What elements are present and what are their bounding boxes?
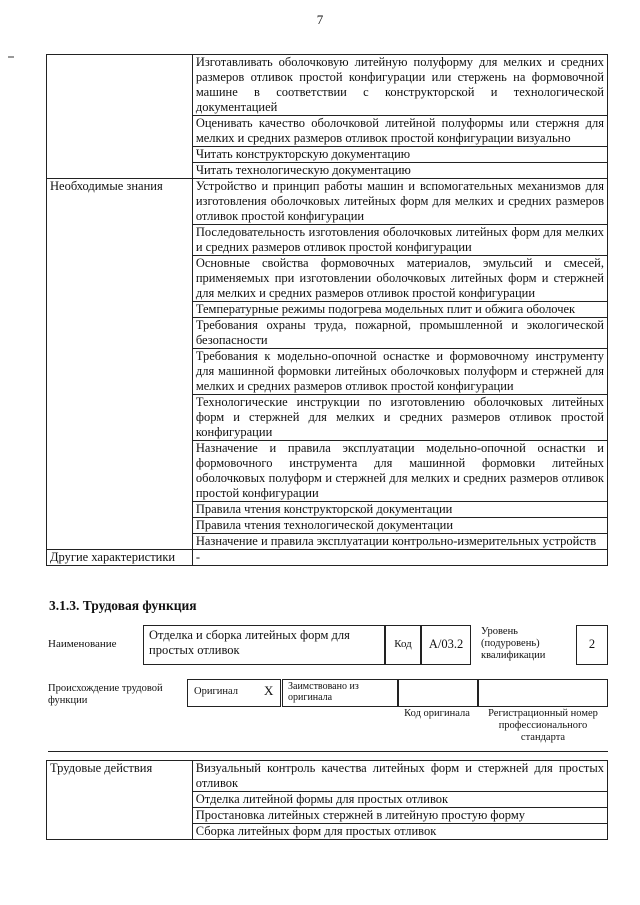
- row-category: Необходимые знания: [47, 179, 193, 225]
- table-row: [47, 441, 608, 502]
- row-text: Основные свойства формовочных материалов, эмульсий и смесей, применяемых при изготовлении оболочковых литейных форм и стержней для мелких и средних размеров отливок простой конфигурации: [192, 256, 607, 302]
- section-heading: 3.1.3. Трудовая функция: [49, 598, 197, 613]
- page-number: 7: [316, 12, 324, 27]
- table-row: [47, 550, 608, 566]
- row-category: [47, 225, 193, 256]
- table-row: [47, 116, 608, 147]
- row-text: Отделка литейной формы для простых отливок: [192, 792, 607, 808]
- row-text: Температурные режимы подогрева модельных плит и обжига оболочек: [192, 302, 607, 318]
- table-row: [47, 518, 608, 534]
- row-category: [47, 163, 193, 179]
- table-row: [47, 808, 608, 824]
- origin-label: Происхождение трудовой функции: [48, 683, 163, 706]
- row-category: [47, 116, 193, 147]
- labor-actions-table: [46, 760, 608, 840]
- table-row: [47, 225, 608, 256]
- level-value: 2: [588, 637, 596, 651]
- table-row: [47, 318, 608, 349]
- row-category: [47, 55, 193, 116]
- code-label: Код: [394, 638, 412, 650]
- row-text: Последовательность изготовления оболочковых литейных форм для мелких и средних размеров отливок простой конфигурации: [192, 225, 607, 256]
- row-category: [47, 349, 193, 395]
- row-category: [47, 502, 193, 518]
- table-row: [47, 163, 608, 179]
- row-text: Требования к модельно-опочной оснастке и формовочному инструменту для машинной формовки литейных оболочковых полуформ и стержней для мелких и средних размеров отливок простой конфигурации: [192, 349, 607, 395]
- level-label: Уровень (подуровень) квалификации: [481, 626, 546, 661]
- row-category: [47, 147, 193, 163]
- table-row: [47, 349, 608, 395]
- code-label-box: [385, 625, 421, 665]
- table-row: [47, 179, 608, 225]
- row-category: Трудовые действия: [47, 761, 193, 792]
- table-row: [47, 256, 608, 302]
- row-category: [47, 441, 193, 502]
- row-text: Назначение и правила эксплуатации модельно-опочной оснастки и формовочного инструмента для машинной формовки литейных оболочковых полуформ и стержней для мелких и средних размеров отливок простой конфигурации: [192, 441, 607, 502]
- borrowed-label: Заимствовано из оригинала: [288, 681, 359, 703]
- row-text: Назначение и правила эксплуатации контрольно-измерительных устройств: [192, 534, 607, 550]
- borrowed-box: [282, 679, 398, 707]
- table-row: [47, 395, 608, 441]
- code-value: А/03.2: [428, 637, 464, 651]
- row-text: Требования охраны труда, пожарной, промышленной и экологической безопасности: [192, 318, 607, 349]
- row-category: [47, 518, 193, 534]
- row-text: Правила чтения технологической документации: [192, 518, 607, 534]
- original-mark: X: [264, 683, 274, 698]
- margin-mark: [8, 56, 14, 58]
- reg-number-box: [478, 679, 608, 707]
- row-text: Сборка литейных форм для простых отливок: [192, 824, 607, 840]
- skills-knowledge-table-body: [47, 55, 608, 566]
- row-category: [47, 395, 193, 441]
- row-text: -: [192, 550, 607, 566]
- table-row: [47, 302, 608, 318]
- row-text: Изготавливать оболочковую литейную полуформу для мелких и средних размеров отливок простой конфигурации или стержень на формовочной машине в соответствии с конструкторской и технологической документацией: [192, 55, 607, 116]
- row-text: Читать конструкторскую документацию: [192, 147, 607, 163]
- row-text: Устройство и принцип работы машин и вспомогательных механизмов для изготовления оболочковых литейных форм для мелких и средних размеров отливок простой конфигурации: [192, 179, 607, 225]
- table-row: [47, 502, 608, 518]
- code-original-label: Код оригинала: [404, 708, 470, 719]
- original-label: Оригинал: [194, 686, 238, 697]
- table-row: [47, 824, 608, 840]
- row-text: Визуальный контроль качества литейных форм и стержней для простых отливок: [192, 761, 607, 792]
- row-text: Оценивать качество оболочковой литейной полуформы или стержня для мелких и средних размеров отливок простой конфигурации визуально: [192, 116, 607, 147]
- row-category: [47, 534, 193, 550]
- table-row: [47, 147, 608, 163]
- row-category: Другие характеристики: [47, 550, 193, 566]
- code-original-box: [398, 679, 478, 707]
- table-row: [47, 55, 608, 116]
- row-text: Простановка литейных стержней в литейную простую форму: [192, 808, 607, 824]
- original-box: [187, 679, 281, 707]
- table-row: [47, 792, 608, 808]
- row-category: [47, 256, 193, 302]
- table-row: [47, 761, 608, 792]
- name-label: Наименование: [48, 638, 117, 650]
- row-category: [47, 824, 193, 840]
- row-category: [47, 318, 193, 349]
- row-text: Технологические инструкции по изготовлению оболочковых литейных форм и стержней для мелких и средних размеров отливок простой конфигурации: [192, 395, 607, 441]
- row-text: Правила чтения конструкторской документации: [192, 502, 607, 518]
- row-category: [47, 792, 193, 808]
- name-value: Отделка и сборка литейных форм для простых отливок: [149, 628, 350, 657]
- row-category: [47, 302, 193, 318]
- code-value-box: [421, 625, 471, 665]
- separator-rule: [48, 751, 608, 752]
- labor-actions-table-body: [47, 761, 608, 840]
- table-row: [47, 534, 608, 550]
- level-value-box: [576, 625, 608, 665]
- row-text: Читать технологическую документацию: [192, 163, 607, 179]
- row-category: [47, 808, 193, 824]
- skills-knowledge-table: [46, 54, 608, 566]
- name-value-box: [143, 625, 385, 665]
- reg-number-label: Регистрационный номер профессионального стандарта: [488, 708, 598, 743]
